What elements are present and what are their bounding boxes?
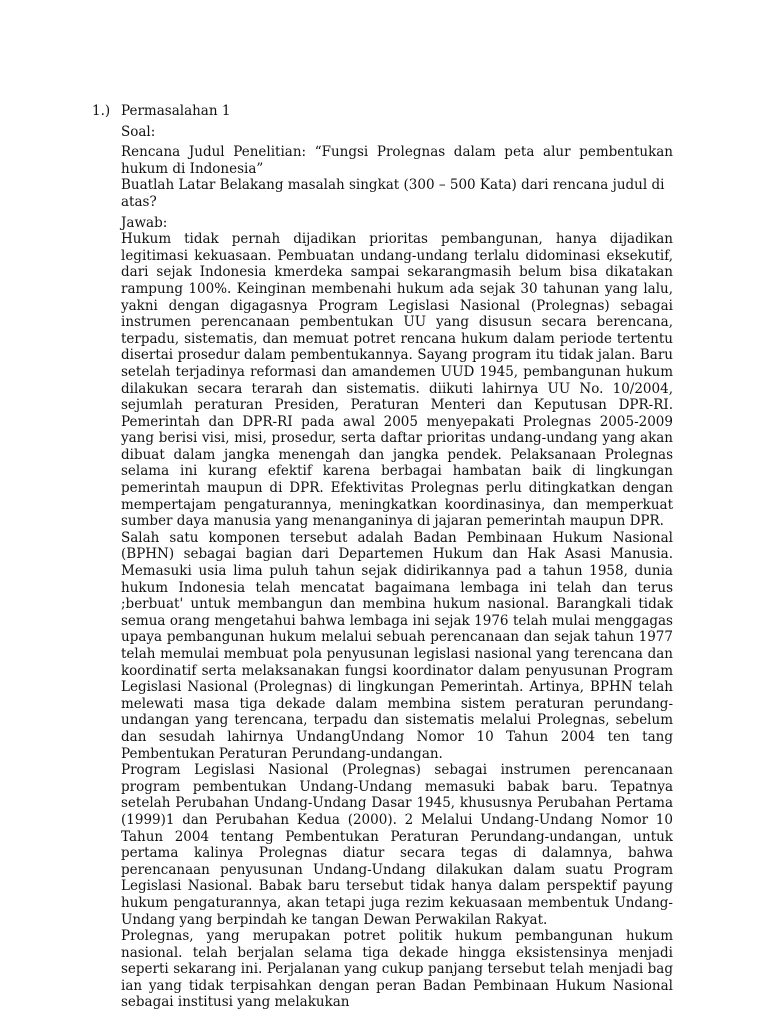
question-instruction: Buatlah Latar Belakang masalah singkat (300 – 500 Kata) dari rencana judul di atas? (121, 177, 665, 210)
soal-label: Soal: (121, 123, 156, 140)
answer-paragraph-4: Prolegnas, yang merupakan potret politik hukum pembangunan hukum nasional. telah berjalan selama tiga dekade hingga eksistensinya menjadi seperti sekarang ini. Perjalanan yang cukup panjang tersebut telah menjadi bag ian yang tidak terpisahkan dengan peran Badan Pembinaan Hukum Nasional sebagai institusi yang melakukan (121, 928, 673, 1011)
item-heading: Permasalahan 1 (121, 103, 231, 119)
item-number: 1.) (92, 103, 111, 119)
answer-paragraph-3: Program Legislasi Nasional (Prolegnas) sebagai instrumen perencanaan program pembentukan Undang-Undang memasuki babak baru. Tepatnya setelah Perubahan Undang-Undang Dasar 1945, khususnya Perubahan Pertama (1999)1 dan Perubahan Kedua (2000). 2 Melalui Undang-Undang Nomor 10 Tahun 2004 tentang Pembentukan Peraturan Perundang-undangan, untuk pertama kalinya Prolegnas diatur secara tegas di dalamnya, bahwa perencanaan penyusunan Undang-Undang dilakukan dalam suatu Program Legislasi Nasional. Babak baru tersebut tidak hanya dalam perspektif payung hukum pengaturannya, akan tetapi juga rezim kekuasaan membentuk Undang-Undang yang berpindah ke tangan Dewan Perwakilan Rakyat. (121, 762, 673, 928)
research-title-plan: Rencana Judul Penelitian: “Fungsi Prolegnas dalam peta alur pembentukan hukum di Indonesia” (121, 144, 673, 177)
answer-paragraph-2: Salah satu komponen tersebut adalah Badan Pembinaan Hukum Nasional (BPHN) sebagai bagian dari Departemen Hukum dan Hak Asasi Manusia. Memasuki usia lima puluh tahun sejak didirikannya pad a tahun 1958, dunia hukum Indonesia telah mencatat bagaimana lembaga ini telah dan terus ;berbuat' untuk membangun dan membina hukum nasional. Barangkali tidak semua orang mengetahui bahwa lembaga ini sejak 1976 telah mulai menggagas upaya pembangunan hukum melalui sebuah perencanaan dan sejak tahun 1977 telah memulai membuat pola penyusunan legislasi nasional yang terencana dan koordinatif serta melaksanakan fungsi koordinator dalam penyusunan Program Legislasi Nasional (Prolegnas) di lingkungan Pemerintah. Artinya, BPHN telah melewati masa tiga dekade dalam membina sistem peraturan perundang-undangan yang terencana, terpadu dan sistematis melalui Prolegnas, sebelum dan sesudah lahirnya UndangUndang Nomor 10 Tahun 2004 ten tang Pembentukan Peraturan Perundang-undangan. (121, 529, 673, 762)
answer-paragraph-1: Hukum tidak pernah dijadikan prioritas pembangunan, hanya dijadikan legitimasi kekuasaan. Pembuatan undang-undang terlalu didominasi eksekutif, dari sejak Indonesia kmerdeka sampai sekarangmasih belum bisa dikatakan rampung 100%. Keinginan membenahi hukum ada sejak 30 tahunan yang lalu, yakni dengan digagasnya Program Legislasi Nasional (Prolegnas) sebagai instrumen perencanaan pembentukan UU yang disusun secara berencana, terpadu, sistematis, dan memuat potret rencana hukum dalam periode tertentu disertai prosedur dalam pembentukannya. Sayang program itu tidak jalan. Baru setelah terjadinya reformasi dan amandemen UUD 1945, pembangunan hukum dilakukan secara terarah dan sistematis. diikuti lahirnya UU No. 10/2004, sejumlah peraturan Presiden, Peraturan Menteri dan Keputusan DPR-RI. Pemerintah dan DPR-RI pada awal 2005 menyepakati Prolegnas 2005-2009 yang berisi visi, misi, prosedur, serta daftar prioritas undang-undang yang akan dibuat dalam jangka menengah dan jangka pendek. Pelaksanaan Prolegnas selama ini kurang efektif karena berbagai hambatan baik di lingkungan pemerintah maupun di DPR. Efektivitas Prolegnas perlu ditingkatkan dengan mempertajam pengaturannya, meningkatkan koordinasinya, dan memperkuat sumber daya manusia yang menanganinya di jajaran pemerintah maupun DPR. (121, 231, 673, 530)
jawab-label: Jawab: (121, 214, 168, 231)
document-body (121, 103, 673, 1011)
